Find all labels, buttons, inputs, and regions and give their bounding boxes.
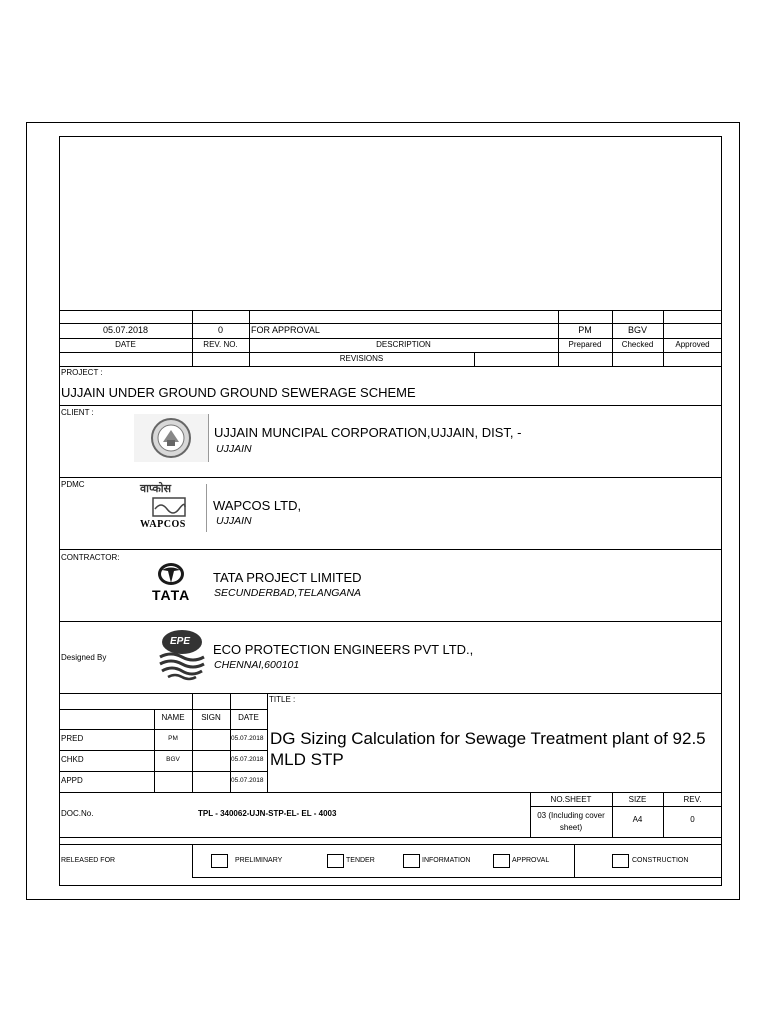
preliminary-checkbox[interactable] xyxy=(211,854,228,868)
contractor-name: TATA PROJECT LIMITED xyxy=(213,570,362,585)
rev-description: FOR APPROVAL xyxy=(251,325,320,335)
client-logo xyxy=(134,414,209,462)
tender-checkbox[interactable] xyxy=(327,854,344,868)
client-name: UJJAIN MUNCIPAL CORPORATION,UJJAIN, DIST, - xyxy=(214,425,522,440)
doc-label: DOC.No. xyxy=(61,809,94,818)
information-label: INFORMATION xyxy=(422,857,471,864)
designer-place: CHENNAI,600101 xyxy=(214,659,300,671)
rev-prepared-header: Prepared xyxy=(568,340,602,349)
client-place: UJJAIN xyxy=(216,443,252,455)
rev-approved-header: Approved xyxy=(675,340,710,349)
rev-value: 0 xyxy=(690,815,695,824)
rev-number: 0 xyxy=(217,325,223,335)
sign-header: SIGN xyxy=(201,713,221,722)
date-header: DATE xyxy=(238,713,259,722)
contractor-place: SECUNDERBAD,TELANGANA xyxy=(214,587,362,599)
released-for-label: RELEASED FOR xyxy=(61,857,116,864)
rev-date-header: DATE xyxy=(115,340,136,349)
emblem-icon xyxy=(134,414,208,462)
sheet-value: 03 (Including cover sheet) xyxy=(537,811,605,832)
wapcos-logo-text: WAPCOS xyxy=(140,519,186,530)
tata-emblem-icon xyxy=(148,561,194,589)
designer-label: Designed By xyxy=(61,653,107,662)
wapcos-logo xyxy=(136,484,207,532)
wapcos-logo-hindi: वाप्कोस xyxy=(140,483,172,495)
signoff-role: PRED xyxy=(61,734,84,743)
signoff-role: APPD xyxy=(61,776,83,785)
pdmc-name: WAPCOS LTD, xyxy=(213,498,302,513)
designer-name: ECO PROTECTION ENGINEERS PVT LTD., xyxy=(213,642,474,657)
signoff-date: 05.07.2018 xyxy=(231,735,264,742)
wave-icon xyxy=(152,497,186,517)
title-label: TITLE : xyxy=(269,695,296,704)
signoff-date: 05.07.2018 xyxy=(231,756,264,763)
construction-checkbox[interactable] xyxy=(612,854,629,868)
rev-number-header: REV. NO. xyxy=(203,340,238,349)
doc-number: TPL - 340062-UJN-STP-EL- EL - 4003 xyxy=(198,809,337,818)
pdmc-label: PDMC xyxy=(61,480,85,489)
rev-checked: BGV xyxy=(627,325,647,335)
size-label: SIZE xyxy=(628,795,647,804)
epe-logo xyxy=(156,627,208,681)
project-label: PROJECT : xyxy=(61,368,103,377)
pdmc-place: UJJAIN xyxy=(216,515,252,527)
signoff-name: BGV xyxy=(166,756,180,763)
signoff-role: CHKD xyxy=(61,755,84,764)
rev-description-header: DESCRIPTION xyxy=(376,340,431,349)
contractor-label: CONTRACTOR: xyxy=(61,553,120,562)
construction-label: CONSTRUCTION xyxy=(632,857,689,864)
rev-prepared: PM xyxy=(578,325,592,335)
signoff-date: 05.07.2018 xyxy=(231,777,264,784)
name-header: NAME xyxy=(161,713,185,722)
approval-checkbox[interactable] xyxy=(493,854,510,868)
tata-logo-text: TATA xyxy=(152,587,191,603)
rev-date: 05.07.2018 xyxy=(102,325,149,335)
size-value: A4 xyxy=(632,815,643,824)
rev-checked-header: Checked xyxy=(621,340,654,349)
document-title: DG Sizing Calculation for Sewage Treatment plant of 92.5 MLD STP xyxy=(270,729,706,769)
client-label: CLIENT : xyxy=(61,408,94,417)
epe-logo-text: EPE xyxy=(170,636,191,647)
information-checkbox[interactable] xyxy=(403,854,420,868)
tata-logo xyxy=(148,561,194,605)
approval-label: APPROVAL xyxy=(512,857,550,864)
rev-label: REV. xyxy=(683,795,702,804)
revisions-caption: REVISIONS xyxy=(339,354,384,363)
sheet-label: NO.SHEET xyxy=(550,795,592,804)
project-name: UJJAIN UNDER GROUND GROUND SEWERAGE SCHEME xyxy=(61,385,416,400)
preliminary-label: PRELIMINARY xyxy=(235,857,283,864)
signoff-name: PM xyxy=(168,735,178,742)
tender-label: TENDER xyxy=(346,857,375,864)
